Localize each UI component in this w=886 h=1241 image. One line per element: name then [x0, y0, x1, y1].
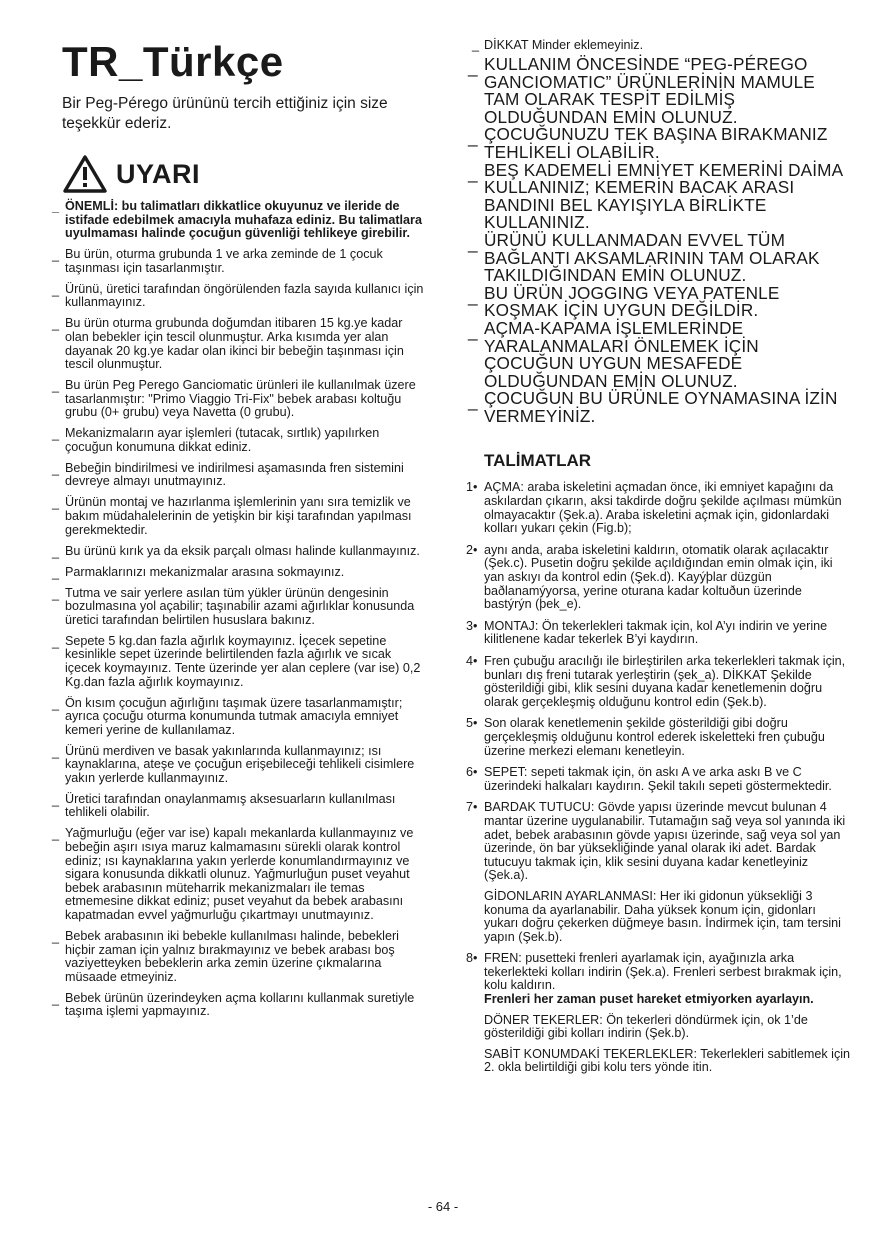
instruction-step: 7• BARDAK TUTUCU: Gövde yapısı üzerinde mevcut bulunan 4 mantar üzerine uygulanabilir. Tutamağın sağ veya sol yanında iki adet, bebek arabasının gövde yapısı üzerinde, sağ veya sol yan üzerinde, ön bar yüksekliğinde yanal olarak iki adet. Bardak tutucuyu takmak için, klik sesini duyana kadar kenetleyiniz (Şek.a). GİDONLARIN AYARLANMASI: Her iki gidonun yüksekliği 3 konuma da ayarlanabilir. Daha yüksek konum için, gidonları yukarı doğru çekerken düğmeye basın. İndirmek için, tam tersini yapın (Şek.b).: [466, 800, 846, 944]
thank-you-text: Bir Peg-Pérego ürününü tercih ettiğiniz için size teşekkür ederiz.: [62, 95, 388, 132]
caps-warning-item: _ ÇOCUĞUNUZU TEK BAŞINA BIRAKMANIZ TEHLİKELİ OLABİLİR.: [468, 124, 828, 162]
warning-triangle-icon: [62, 154, 108, 194]
instruction-step: 4• Fren çubuğu aracılığı ile birleştirilen arka tekerlekleri takmak için, bunları dış freni tutarak yerleştirin (şek_a). DİKKAT Şekilde gösterildiği gibi, klik sesini duyana kadar kenetlemenin doğru olarak gerçekleşmiş olduğunu kontrol edin (Şek.b).: [466, 654, 846, 709]
instruction-step: 5• Son olarak kenetlemenin şekilde gösterildiği gibi doğru gerçekleşmiş olduğunu kontrol ederek iskeletteki fren çubuğu üzerine merkezi elemanı kenetleyin.: [466, 716, 825, 758]
warning-item: _ Bu ürün, oturma grubunda 1 ve arka zeminde de 1 çocuk taşınması için tasarlanmıştır.: [52, 247, 383, 275]
instruction-step: 6• SEPET: sepeti takmak için, ön askı A ve arka askı B ve C üzerindeki halkaları kaydırın. Şekil takılı sepeti göstermektedir.: [466, 765, 832, 793]
warning-item: _ Ürünü merdiven ve basak yakınlarında kullanmayınız; ısı kaynaklarına, ateşe ve çocuğun erişebileceği tehlikeli cisimlere yakın yerlerde kullanmayınız.: [52, 743, 415, 785]
instruction-step: 1• AÇMA: araba iskeletini açmadan önce, iki emniyet kapağını da askılardan çıkarın, aksi takdirde doğru şekilde açılması mümkün olmayacaktır (Şek.a). Araba iskeletini açmak için, gidonlardaki kolları yukarı çekin (Fig.b);: [466, 480, 842, 536]
instructions-list: [466, 481, 852, 1075]
caps-warning-list: [466, 56, 852, 425]
warning-item: _ Bebek arabasının iki bebekle kullanılması halinde, bebekleri hiçbir zaman için yalnız bırakmayınız ve bebek arabası boş vaziyetteyken bebeklerin arka zemin üzerine çıkmalarına müsaade etmeyiniz.: [52, 928, 399, 984]
warning-item: _ Bu ürünü kırık ya da eksik parçalı olması halinde kullanmayınız.: [52, 543, 420, 559]
warning-item: _ Yağmurluğu (eğer var ise) kapalı mekanlarda kullanmayınız ve bebeğin aşırı ısıya maruz kalmamasını sürekli olarak kontrol ediniz; ısı kaynaklarına yakın yerlerde konumlandırmayınız ve sigara konusunda dikkatli olunuz. Yağmurluğun puset veyahut bebek arabasının müteharrik mekanizmaları ile temas etmemesine dikkat ediniz; puset veyahut da bebek arabasını kapatmadan evvel yağmurluğu çıkartmayı unutmayınız.: [52, 826, 414, 922]
warning-list: [52, 200, 428, 1019]
cushion-warning: _ DİKKAT Minder eklemeyiniz.: [472, 38, 644, 52]
warning-item: _ Ürünün montaj ve hazırlanma işlemlerinin yanı sıra temizlik ve bakım müdahalelerinin de yetişkin bir kişi tarafından yapılması gerekmektedir.: [52, 495, 412, 537]
warning-item: _ Bu ürün Peg Perego Ganciomatic ürünleri ile kullanılmak üzere tasarlanmıştır: "Primo Viaggio Tri-Fix" bebek arabası koltuğu grubu (0+ grubu) veya Navetta (0 grubu).: [52, 378, 416, 420]
page-title: TR_Türkçe: [62, 38, 284, 85]
instruction-step: 3• MONTAJ: Ön tekerlekleri takmak için, kol A’yı indirin ve yerine kilitlenene kadar tekerlek B’yi kaydırın.: [466, 618, 828, 647]
warning-item: _ Ürünü, üretici tarafından öngörülenden fazla sayıda kullanıcı için kullanmayınız.: [52, 281, 424, 310]
caps-warning-item: _ ÇOCUĞUN BU ÜRÜNLE OYNAMASINA İZİN VERMEYİNİZ.: [468, 388, 838, 426]
warning-header: [62, 154, 428, 194]
warning-title: UYARI: [116, 158, 201, 189]
warning-item: _ Bebeğin bindirilmesi ve indirilmesi aşamasında fren sistemini devreye almayı unutmayınız.: [52, 460, 404, 489]
warning-item: _ Sepete 5 kg.dan fazla ağırlık koymayınız. İçecek sepetine kesinlikle sepet üzerinde belirtilenden fazla ağırlık ve sıcak içecek koymayınız. Tente üzerinde yer alan ceplere (var ise) 0,2 Kg.dan fazla ağırlık koymayınız.: [52, 633, 421, 689]
left-column: [52, 38, 428, 1026]
warning-item: _ Ön kısım çocuğun ağırlığını taşımak üzere tasarlanmamıştır; ayrıca çocuğu oturma konumunda tutmak amacıyla emniyet kemeri yerine de kullanılamaz.: [52, 695, 403, 737]
instruction-step: 2• aynı anda, araba iskeletini kaldırın, otomatik olarak açılacaktır (Şek.c). Pusetin doğru şekilde açıldığından emin olmak için, iki yan askıyı da kontrol edin (Şek.d). Kayýþlar düzgün baðlanamýyorsa, yerine oturana kadar koltuðun üzerinde bastýrýn (þek_e).: [466, 542, 833, 612]
caps-warning-item: _ AÇMA-KAPAMA İŞLEMLERİNDE YARALANMALARI ÖNLEMEK İÇİN ÇOCUĞUN UYGUN MESAFEDE OLDUĞUNDAN EMİN OLUNUZ.: [468, 317, 759, 391]
page-number: - 64 -: [427, 1199, 459, 1214]
caps-warning-item: _ BU ÜRÜN JOGGING VEYA PATENLE KOŞMAK İÇİN UYGUN DEĞİLDİR.: [468, 282, 780, 321]
warning-item: _ Bu ürün oturma grubunda doğumdan itibaren 15 kg.ye kadar olan bebekler için tescil olunmuştur. Arka kısımda yer alan dayanak 20 kg.ye kadar olan ikinci bir bebeğin taşınması için tescil olunmuştur.: [52, 316, 404, 372]
warning-item: _ Bebek ürünün üzerindeyken açma kollarını kullanmak suretiyle taşıma işlemi yapmayınız.: [52, 990, 415, 1019]
warning-item: _ ÖNEMLİ: bu talimatları dikkatlice okuyunuz ve ileride de istifade edebilmek amacıyla muhafaza ediniz. Bu talimatlara uyulmaması halinde çocuğun güvenliği tehlikeye girebilir.: [52, 199, 422, 241]
warning-item: _ Tutma ve sair yerlere asılan tüm yükler ürünün dengesinin bozulmasına yol açabilir; taşınabilir azami ağırlıklar konusunda üretici tarafından belirtilen hususlara bakınız.: [52, 585, 415, 627]
right-column: [466, 38, 852, 1083]
caps-warning-item: _ BEŞ KADEMELİ EMNİYET KEMERİNİ DAİMA KULLANINIZ; KEMERİN BACAK ARASI BANDINI BEL KAYIŞIYLA BİRLİKTE KULLANINIZ.: [468, 159, 843, 233]
instructions-heading: TALİMATLAR: [484, 451, 592, 471]
warning-item: _ Üretici tarafından onaylanmamış aksesuarların kullanılması tehlikeli olabilir.: [52, 791, 396, 820]
brake-note: Frenleri her zaman puset hareket etmiyorken ayarlayın.: [484, 992, 814, 1007]
instruction-step: 8• FREN: pusetteki frenleri ayarlamak için, ayağınızla arka tekerlekteki kolları indirin (Şek.a). Frenleri serbest bırakmak için, kolu kaldırın. Frenleri her zaman puset hareket etmiyorken ayarlayın. DÖNER TEKERLER: Ön tekerleri döndürmek için, ok 1’de gösterildiği gibi kolları indirin (Şek.b). SABİT KONUMDAKİ TEKERLEKLER: Tekerlekleri sabitlemek için 2. okla belirtildiği gibi kolu ters yönde itin.: [466, 951, 851, 1075]
warning-item: _ Parmaklarınızı mekanizmalar arasına sokmayınız.: [52, 564, 345, 580]
warning-item: _ Mekanizmaların ayar işlemleri (tutacak, sırtlık) yapılırken çocuğun konumuna dikkat ediniz.: [52, 426, 380, 454]
caps-warning-item: _ ÜRÜNÜ KULLANMADAN EVVEL TÜM BAĞLANTI AKSAMLARININ TAM OLARAK TAKILDIĞINDAN EMİN OLUNUZ.: [468, 229, 820, 286]
caps-warning-item: _ KULLANIM ÖNCESİNDE “PEG-PÉREGO GANCIOMATIC” ÜRÜNLERİNİN MAMULE TAM OLARAK TESPİT EDİLMİŞ OLDUĞUNDAN EMİN OLUNUZ.: [468, 54, 815, 127]
